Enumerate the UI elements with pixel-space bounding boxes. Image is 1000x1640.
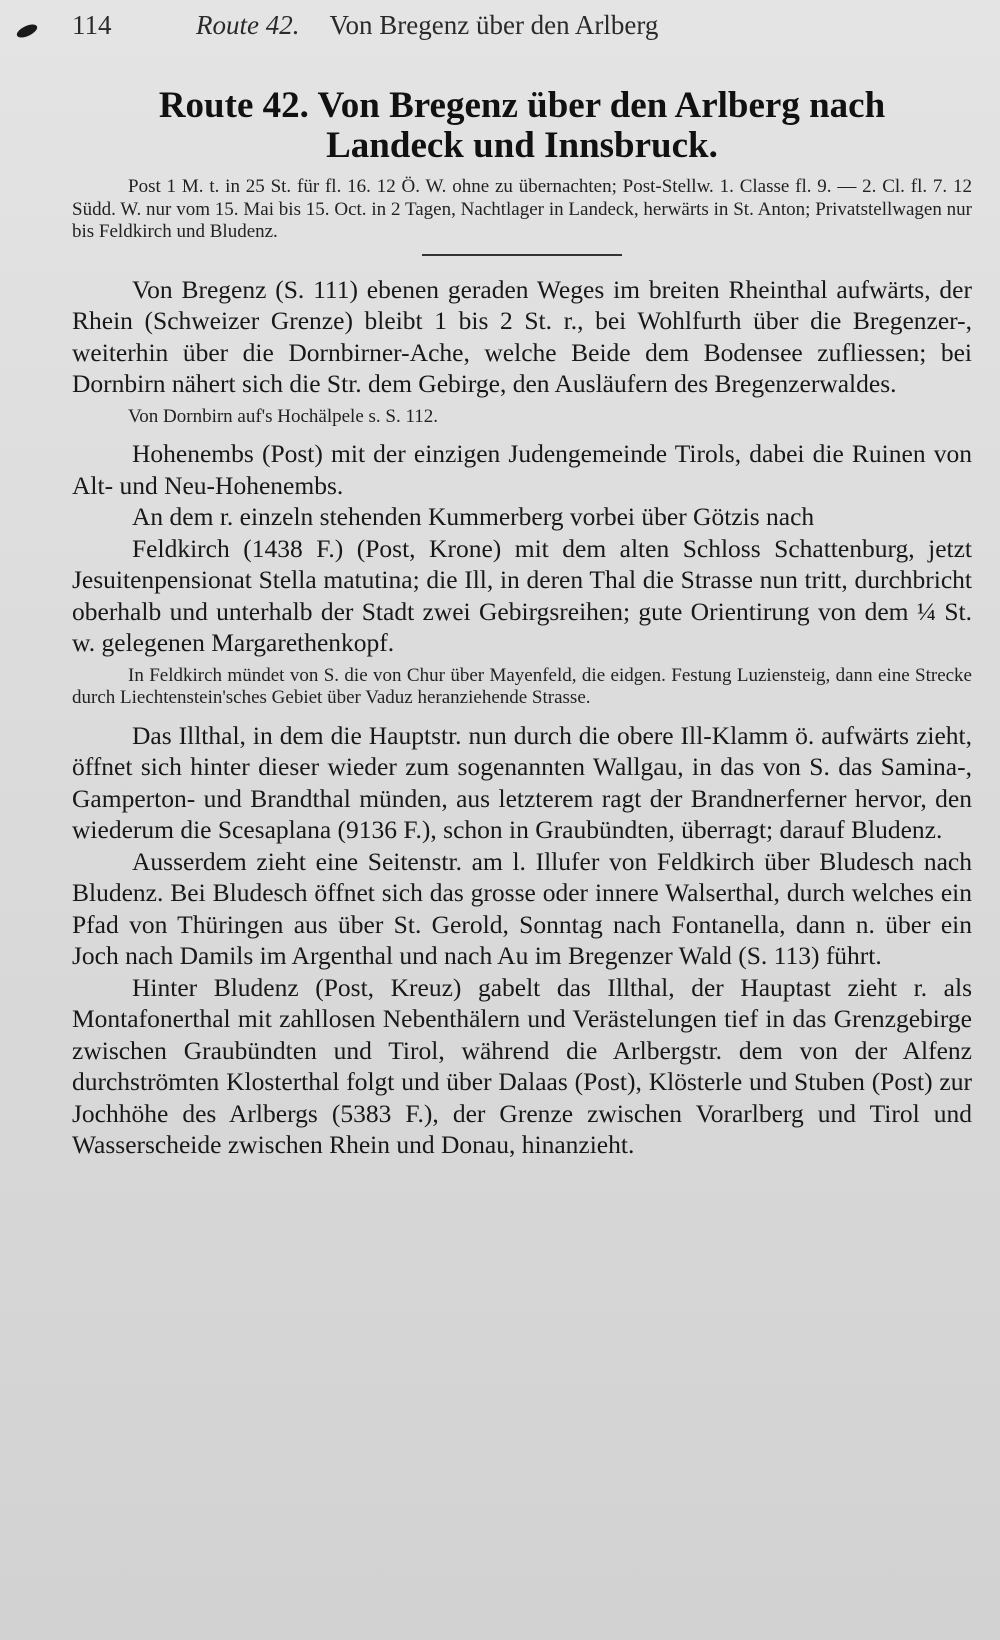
note-feldkirch-text: In Feldkirch mündet von S. die von Chur über Mayenfeld, die eidgen. Festung Luziensteig, dann eine Strecke durch Liechtenstein'sches Gebiet über Vaduz heranziehende Strasse. (72, 664, 972, 708)
main-text (72, 274, 972, 1161)
route-heading-line2: Landeck und Innsbruck. (326, 125, 718, 166)
paragraph-feldkirch: Feldkirch (1438 F.) (Post, Krone) mit dem alten Schloss Schattenburg, jetzt Jesuitenpensionat Stella matutina; die Ill, in deren Thal die Strasse nun tritt, durchbricht oberhalb und unterhalb der Stadt zwei Gebirgsreihen; gute Orientirung von dem ¼ St. w. gelegenen Margarethenkopf. (72, 533, 972, 657)
paragraph-bregenz: Von Bregenz (S. 111) ebenen geraden Weges im breiten Rheinthal aufwärts, der Rhein (Schweizer Grenze) bleibt 1 bis 2 St. r., bei Wohlfurth über die Bregenzer-, weiterhin über die Dornbirner-Ache, welche Beide dem Bodensee zufliessen; bei Dornbirn nähert sich die Str. dem Gebirge, den Ausläufern des Bregenzerwaldes. (72, 274, 972, 398)
ink-blot (15, 22, 39, 40)
running-head-route: Route 42. (196, 10, 300, 40)
paragraph-hohenembs: Hohenembs (Post) mit der einzigen Judengemeinde Tirols, dabei die Ruinen von Alt- und Neu-Hohenembs. (72, 439, 972, 500)
post-info (72, 176, 972, 244)
running-head-title: Von Bregenz über den Arlberg (329, 10, 659, 40)
route-heading (72, 86, 972, 166)
divider-rule (422, 254, 622, 256)
note-feldkirch (72, 665, 972, 710)
paragraph-kummerberg: An dem r. einzeln stehenden Kummerberg vorbei über Götzis nach (132, 502, 815, 531)
route-heading-line1: Route 42. Von Bregenz über den Arlberg nach (158, 85, 886, 126)
paragraph-illthal: Das Illthal, in dem die Hauptstr. nun durch die obere Ill-Klamm ö. aufwärts zieht, öffnet sich hinter dieser wieder zum sogenannten Wallgau, in das von S. das Samina-, Gamperton- und Brandthal münden, aus letzterem ragt der Brandnerferner hervor, den wiederum die Scesaplana (9136 F.), schon in Graubündten, überragt; darauf Bludenz. (72, 720, 972, 844)
paragraph-bludenz: Hinter Bludenz (Post, Kreuz) gabelt das Illthal, der Hauptast zieht r. als Montafonerthal mit zahllosen Nebenthälern und Verästelungen tief in das Grenzgebirge zwischen Graubündten und Tirol, während die Arlbergstr. dem von der Alfenz durchströmten Klosterthal folgt und über Dalaas (Post), Klösterle und Stuben (Post) zur Jochhöhe des Arlbergs (5383 F.), der Grenze zwischen Vorarlberg und Tirol und Wasserscheide zwischen Rhein und Donau, hinanzieht. (72, 972, 972, 1159)
page-number: 114 (72, 10, 112, 40)
post-info-text: Post 1 M. t. in 25 St. für fl. 16. 12 Ö. W. ohne zu übernachten; Post-Stellw. 1. Classe fl. 9. — 2. Cl. fl. 7. 12 Südd. W. nur vom 15. Mai bis 15. Oct. in 2 Tagen, Nachtlager in Landeck, herwärts in St. Anton; Privatstellwagen nur bis Feldkirch und Bludenz. (72, 176, 972, 242)
note-dornbirn (72, 406, 972, 429)
paragraph-seitenstrasse: Ausserdem zieht eine Seitenstr. am l. Illufer von Feldkirch über Bludesch nach Bludenz. Bei Bludesch öffnet sich das grosse oder innere Walserthal, durch welches ein Pfad von Thüringen aus über St. Gerold, Sonntag nach Fontanella, dann n. über ein Joch nach Damils im Argenthal und nach Au im Bregenzer Wald (S. 113) führt. (72, 846, 972, 970)
running-head (72, 10, 972, 50)
note-dornbirn-text: Von Dornbirn auf's Hochälpele s. S. 112. (128, 405, 439, 427)
